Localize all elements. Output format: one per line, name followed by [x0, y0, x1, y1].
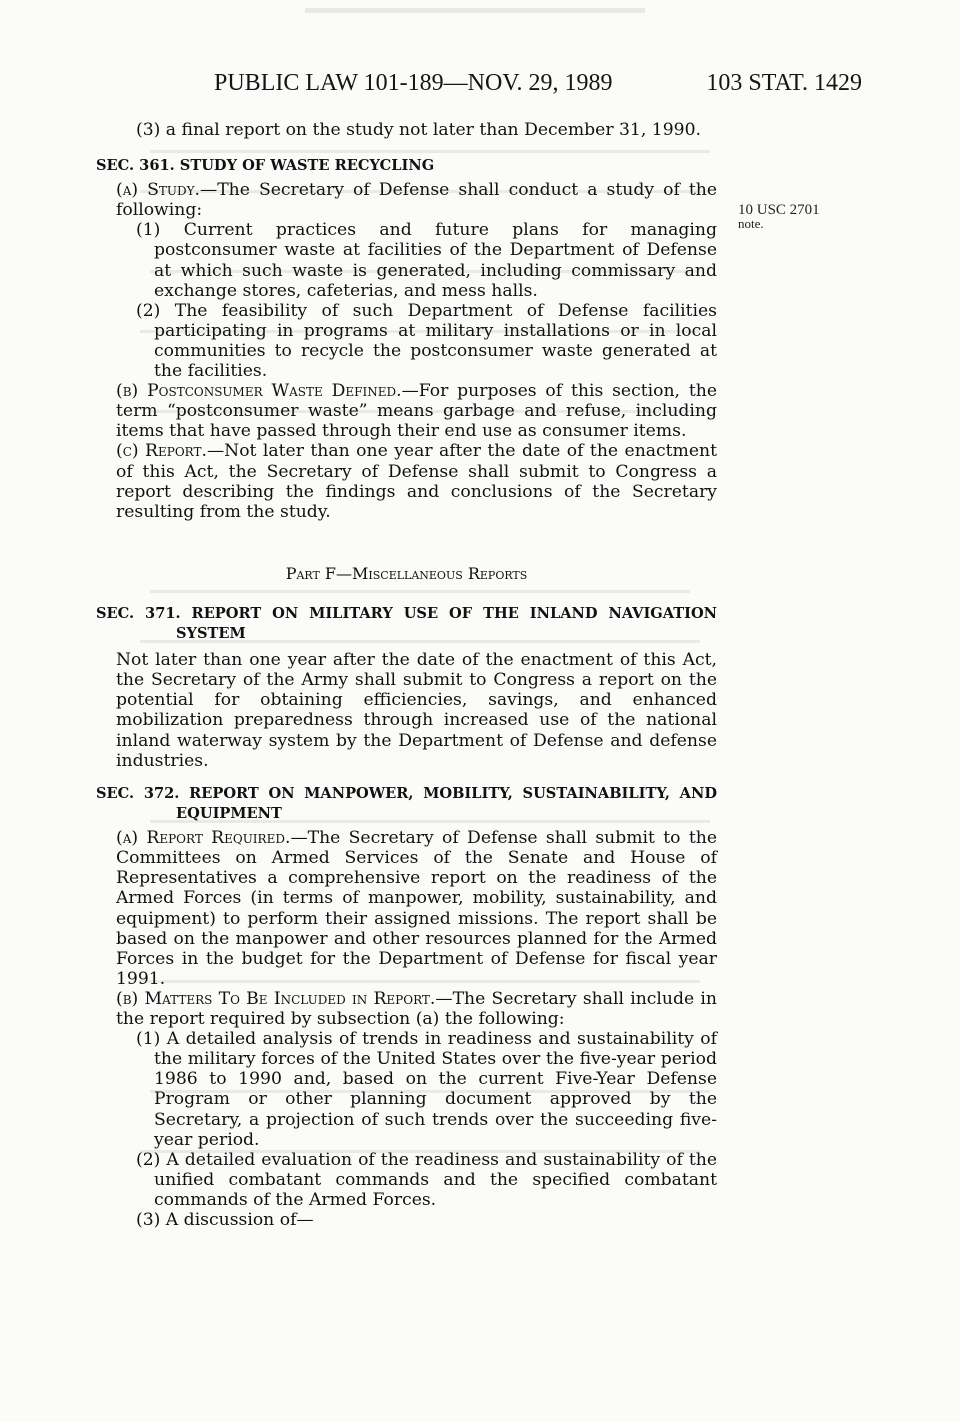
margin-citation	[738, 203, 820, 231]
section-361-c-text: —Not later than one year after the date of the enactment of this Act, the Secretary of Defense shall submit to Congress a report describing the findings and conclusions of the Secretary resulting from the study.	[116, 441, 717, 522]
section-372-b1: (1) A detailed analysis of trends in readiness and sustainability of the military forces of the United States over the five-year period 1986 to 1990 and, based on the current Five-Year Defense Program or other planning document approved by the Secretary, a projection of such trends over the succeeding five-year period.	[136, 1029, 717, 1150]
section-361-b-text: —For purposes of this section, the term “postconsumer waste” means garbage and refuse, including items that have passed through their end use as consumer items.	[116, 381, 717, 442]
section-372-block	[96, 784, 717, 1230]
section-372-heading: SEC. 372. REPORT ON MANPOWER, MOBILITY, SUSTAINABILITY, AND EQUIPMENT	[96, 785, 717, 823]
margin-citation-code: 10 USC 2701	[738, 202, 820, 218]
paragraph-final-report: (3) a final report on the study not later than December 31, 1990.	[136, 120, 701, 140]
section-372-a-text: —The Secretary of Defense shall submit to the Committees on Armed Services of the Senate and House of Representatives a comprehensive report on the readiness of the Armed Forces (in terms of manpower, mobility, sustainability, and equipment) to perform their assigned missions. The report shall be based on the manpower and other resources planned for the Armed Forces in the budget for the Department of Defense for fiscal year 1991.	[116, 828, 717, 989]
section-361-a-label: (a) Study.	[116, 180, 201, 201]
part-f-block	[96, 564, 717, 584]
section-361-c-label: (c) Report.	[116, 441, 207, 462]
section-372-b	[96, 989, 717, 1029]
section-372-a	[96, 828, 717, 989]
section-372-b3: (3) A discussion of—	[136, 1209, 314, 1230]
section-361-a-text: —The Secretary of Defense shall conduct a study of the following:	[116, 180, 717, 221]
section-372-b-text: —The Secretary shall include in the report required by subsection (a) the following:	[116, 988, 717, 1030]
section-372-a-label: (a) Report Required.	[116, 828, 291, 849]
part-f-heading: Part F—Miscellaneous Reports	[285, 564, 528, 583]
section-361-c	[96, 441, 717, 521]
section-372-b2: (2) A detailed evaluation of the readiness and sustainability of the unified combatant commands and the specified combatant commands of the Armed Forces.	[136, 1149, 717, 1210]
page-header-title: PUBLIC LAW 101-189—NOV. 29, 1989	[214, 70, 613, 96]
section-361-b-label: (b) Postconsumer Waste Defined.	[116, 381, 402, 402]
margin-citation-note: note.	[738, 216, 764, 231]
page-header-stat: 103 STAT. 1429	[706, 70, 862, 96]
section-361-a	[96, 180, 717, 220]
section-361-block	[96, 120, 717, 522]
section-371-block	[96, 604, 717, 771]
section-361-b	[96, 381, 717, 441]
section-371-heading: SEC. 371. REPORT ON MILITARY USE OF THE INLAND NAVIGATION SYSTEM	[96, 605, 717, 643]
section-361-a2: (2) The feasibility of such Department of Defense facilities participating in programs at military installations or in local communities to recycle the postconsumer waste generated at the facilities.	[136, 300, 717, 382]
section-361-a1: (1) Current practices and future plans for managing postconsumer waste at facilities of the Department of Defense at which such waste is generated, including commissary and exchange stores, cafeterias, and mess halls.	[136, 220, 717, 301]
section-361-heading: SEC. 361. STUDY OF WASTE RECYCLING	[96, 157, 435, 175]
section-372-b-label: (b) Matters To Be Included in Report.	[116, 988, 436, 1009]
section-371-text: Not later than one year after the date of the enactment of this Act, the Secretary of the Army shall submit to Congress a report on the potential for obtaining efficiencies, savings, and enhanced mobilization preparedness through increased use of the national inland waterway system by the Department of Defense and defense industries.	[116, 650, 717, 771]
